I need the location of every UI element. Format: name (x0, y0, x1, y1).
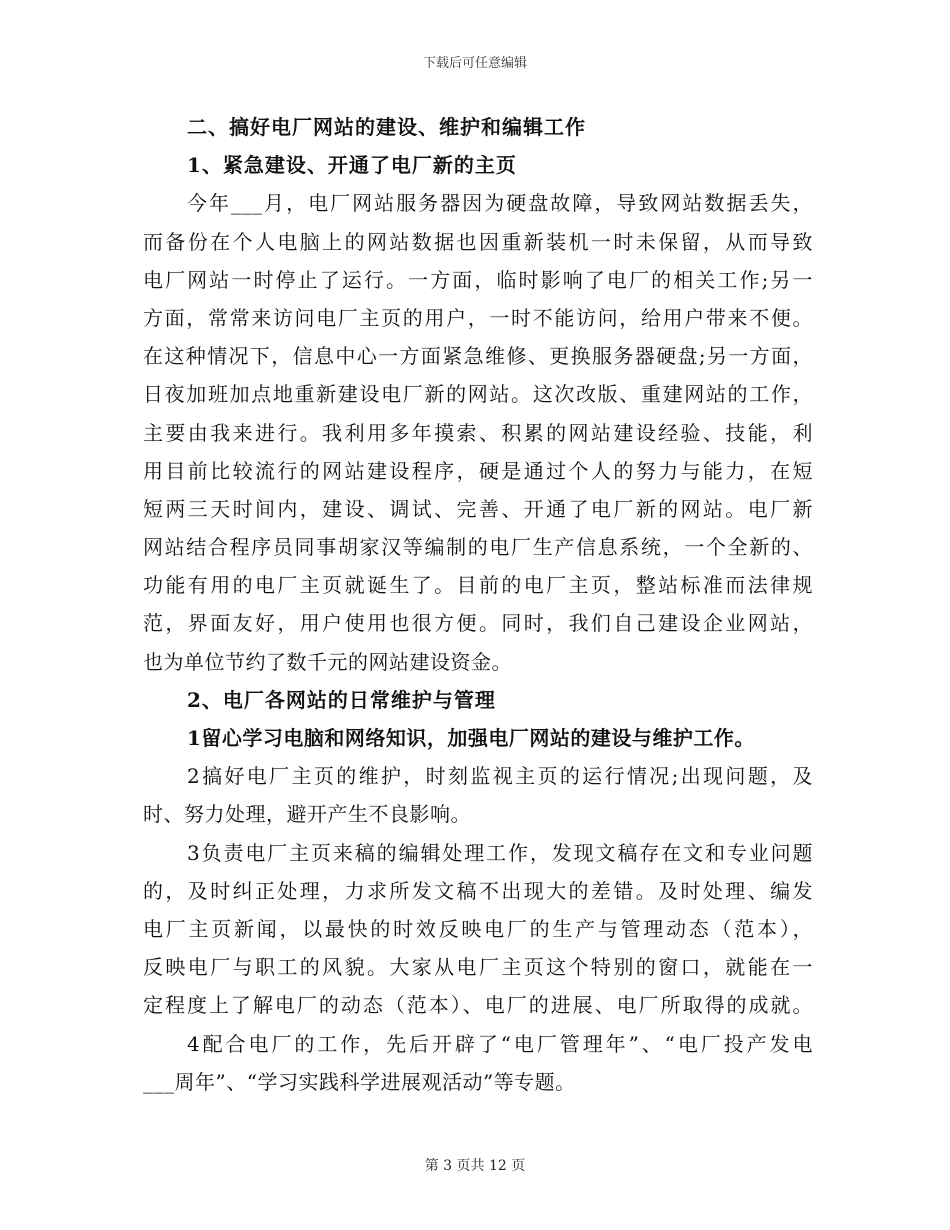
paragraph-line: 也为单位节约了数千元的网站建设资金。 (143, 649, 512, 674)
paragraph-line: 时、努力处理，避开产生不良影响。 (143, 802, 471, 827)
paragraph-line: 电厂网站一时停止了运行。一方面，临时影响了电厂的相关工作;另一 (143, 267, 813, 292)
paragraph-line: 主要由我来进行。我利用多年摸索、积累的网站建设经验、技能，利 (143, 420, 813, 445)
paragraph-line: 用目前比较流行的网站建设程序，硬是通过个人的努力与能力，在短 (143, 458, 813, 483)
paragraph-line: 1留心学习电脑和网络知识，加强电厂网站的建设与维护工作。 (187, 726, 755, 750)
paragraph-line: 日夜加班加点地重新建设电厂新的网站。这次改版、重建网站的工作， (143, 382, 813, 407)
paragraph-line: 今年___月，电厂网站服务器因为硬盘故障，导致网站数据丢失， (187, 191, 813, 216)
paragraph-line: 4配合电厂的工作，先后开辟了“电厂管理年”、“电厂投产发电 (187, 1031, 813, 1056)
page-header-note: 下载后可任意编辑 (422, 56, 527, 71)
paragraph-line: 反映电厂与职工的风貌。大家从电厂主页这个特别的窗口，就能在一 (143, 955, 813, 980)
section-heading: 二、搞好电厂网站的建设、维护和编辑工作 (187, 115, 586, 139)
section-heading: 1、紧急建设、开通了电厂新的主页 (187, 153, 517, 178)
paragraph-line: 电厂主页新闻，以最快的时效反映电厂的生产与管理动态（范本）， (143, 916, 813, 941)
paragraph-line: 范，界面友好，用户使用也很方便。同时，我们自己建设企业网站， (143, 611, 813, 636)
page-number: 第 3 页共 12 页 (424, 1158, 526, 1174)
paragraph-line: 定程度上了解电厂的动态（范本）、电厂的进展、电厂所取得的成就。 (143, 993, 813, 1018)
paragraph-line: 方面，常常来访问电厂主页的用户，一时不能访问，给用户带来不便。 (143, 305, 813, 330)
paragraph-line: 在这种情况下，信息中心一方面紧急维修、更换服务器硬盘;另一方面， (143, 344, 813, 369)
paragraph-line: 3负责电厂主页来稿的编辑处理工作，发现文稿存在文和专业问题 (187, 840, 813, 865)
paragraph-line: 而备份在个人电脑上的网站数据也因重新装机一时未保留，从而导致 (143, 229, 813, 254)
paragraph-line: 网站结合程序员同事胡家汉等编制的电厂生产信息系统，一个全新的、 (143, 535, 813, 560)
section-heading: 2、电厂各网站的日常维护与管理 (187, 687, 496, 712)
paragraph-line: 短两三天时间内，建设、调试、完善、开通了电厂新的网站。电厂新 (143, 496, 813, 521)
paragraph-line: 的，及时纠正处理，力求所发文稿不出现大的差错。及时处理、编发 (143, 878, 813, 903)
document-body (143, 108, 813, 1101)
paragraph-line: ___周年”、“学习实践科学进展观活动”等专题。 (143, 1069, 576, 1094)
paragraph-line: 2搞好电厂主页的维护，时刻监视主页的运行情况;出现问题，及 (187, 764, 813, 789)
paragraph-line: 功能有用的电厂主页就诞生了。目前的电厂主页，整站标准而法律规 (143, 573, 813, 598)
